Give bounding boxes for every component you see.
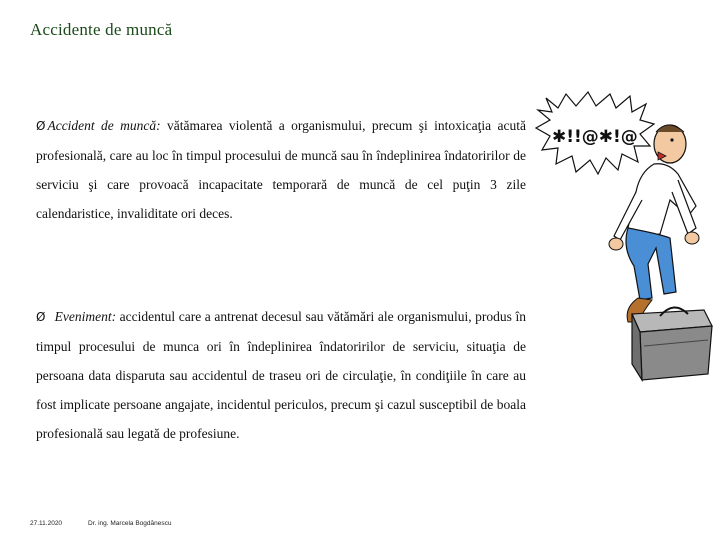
definition-term: Eveniment: — [54, 309, 117, 324]
definition-term: Accident de muncă: — [47, 118, 161, 133]
injured-worker-illustration — [528, 88, 718, 388]
exclamation-text: ✱!!@✱!@ — [552, 127, 638, 147]
exclamation-burst — [536, 92, 654, 174]
definition-text: accidentul care a antrenat decesul sau vătămări ale organismului, produs în timpul procesului de munca ori în îndeplinirea îndatoririlor de serviciu, situaţia de persoana data disparuta sau accidentul de traseu ori de circulaţie, în condiţiile în care au fost implicate persoane angajate, incidentul periculos, precum şi cazul susceptibil de boala profesională sau legată de profesiune. — [36, 309, 526, 441]
arrow-bullet-icon: Ø — [36, 119, 46, 133]
slide-title: Accidente de muncă — [30, 20, 173, 39]
footer-date: 27.11.2020 — [30, 520, 63, 527]
worker-jeans — [626, 228, 676, 300]
definition-text: vătămarea violentă a organismului, precum şi intoxicaţia acută profesională, care au loc în timpul procesului de muncă sau în îndeplinirea îndatoririlor de serviciu şi care provoacă incapacitate temporară de muncă de cel puţin 3 zile calendaristice, invaliditate ori deces. — [36, 118, 526, 221]
definition-event — [36, 302, 526, 448]
definition-accident — [36, 111, 526, 228]
footer-author: Dr. ing. Marcela Bogdănescu — [88, 520, 172, 527]
arrow-bullet-icon: Ø — [36, 310, 46, 324]
toolbox-icon — [632, 307, 712, 380]
worker-head — [654, 125, 686, 163]
